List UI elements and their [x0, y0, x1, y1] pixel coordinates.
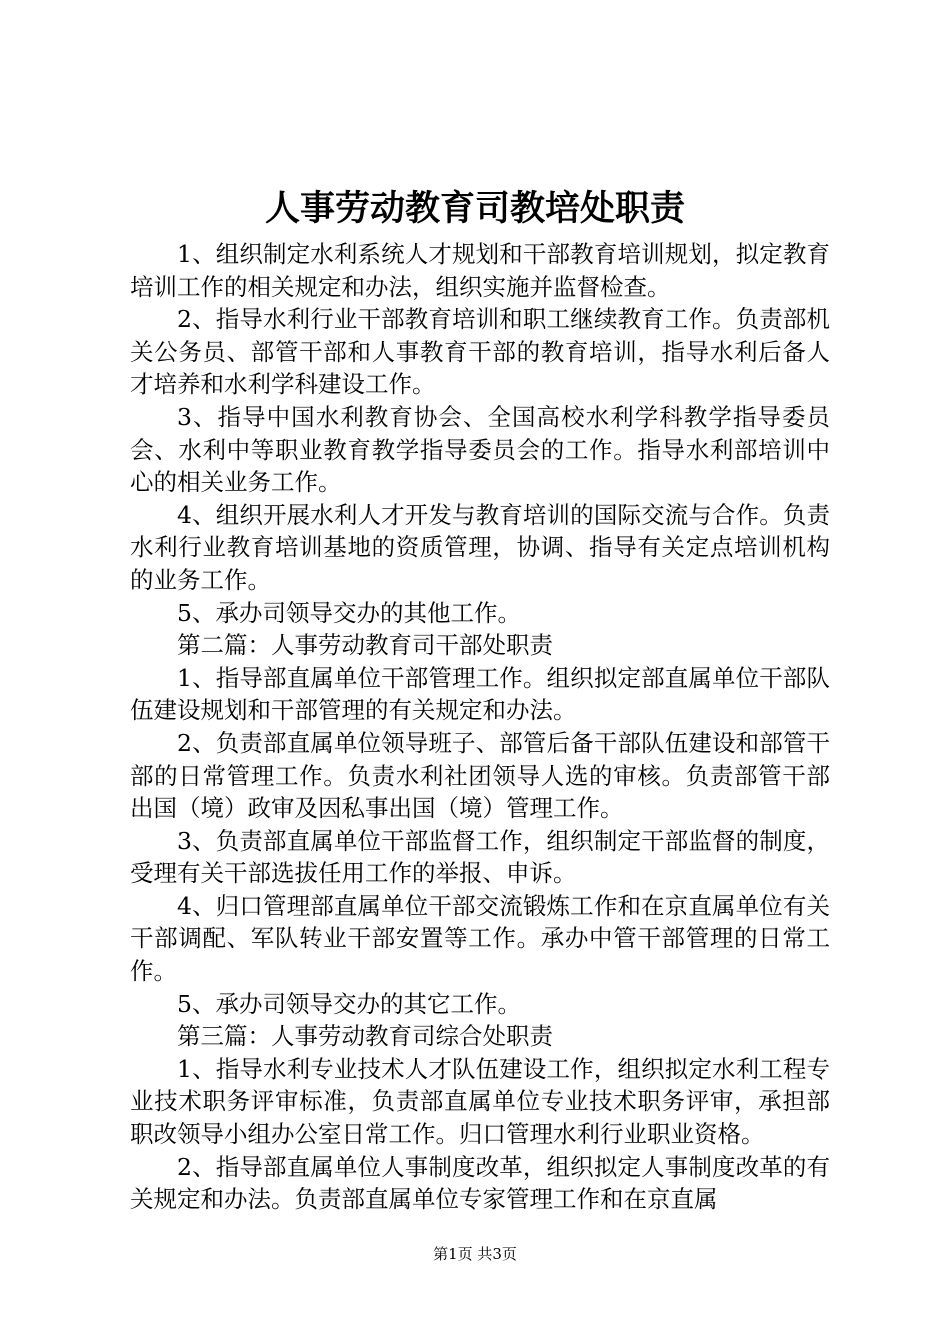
paragraph-9: 4、归口管理部直属单位干部交流锻炼工作和在京直属单位有关干部调配、军队转业干部安置等工作。承办中管干部管理的日常工作。 — [130, 891, 830, 986]
paragraph-11: 1、指导水利专业技术人才队伍建设工作，组织拟定水利工程专业技术职务评审标准，负责部直属单位专业技术职务评审，承担部职改领导小组办公室日常工作。归口管理水利行业职业资格。 — [130, 1054, 830, 1149]
section-heading-2: 第二篇：人事劳动教育司干部处职责 — [177, 631, 553, 660]
paragraph-10: 5、承办司领导交办的其它工作。 — [177, 989, 521, 1018]
paragraph-8: 3、负责部直属单位干部监督工作，组织制定干部监督的制度，受理有关干部选拔任用工作的举报、申诉。 — [130, 826, 830, 888]
page-footer: 第1页 共3页 — [433, 1245, 517, 1263]
paragraph-3: 3、指导中国水利教育协会、全国高校水利学科教学指导委员会、水利中等职业教育教学指导委员会的工作。指导水利部培训中心的相关业务工作。 — [130, 402, 830, 497]
paragraph-5: 5、承办司领导交办的其他工作。 — [177, 598, 521, 627]
document-body — [130, 238, 830, 1216]
section-heading-3: 第三篇：人事劳动教育司综合处职责 — [177, 1022, 553, 1051]
paragraph-6: 1、指导部直属单位干部管理工作。组织拟定部直属单位干部队伍建设规划和干部管理的有关规定和办法。 — [130, 663, 830, 725]
page-title: 人事劳动教育司教培处职责 — [264, 188, 685, 229]
paragraph-1: 1、组织制定水利系统人才规划和干部教育培训规划，拟定教育培训工作的相关规定和办法，组织实施并监督检查。 — [130, 240, 830, 301]
paragraph-4: 4、组织开展水利人才开发与教育培训的国际交流与合作。负责水利行业教育培训基地的资质管理，协调、指导有关定点培训机构的业务工作。 — [130, 500, 830, 594]
paragraph-12: 2、指导部直属单位人事制度改革，组织拟定人事制度改革的有关规定和办法。负责部直属单位专家管理工作和在京直属 — [130, 1152, 830, 1214]
paragraph-7: 2、负责部直属单位领导班子、部管后备干部队伍建设和部管干部的日常管理工作。负责水利社团领导人选的审核。负责部管干部出国（境）政审及因私事出国（境）管理工作。 — [130, 728, 830, 823]
paragraph-2: 2、指导水利行业干部教育培训和职工继续教育工作。负责部机关公务员、部管干部和人事教育干部的教育培训，指导水利后备人才培养和水利学科建设工作。 — [130, 305, 830, 399]
